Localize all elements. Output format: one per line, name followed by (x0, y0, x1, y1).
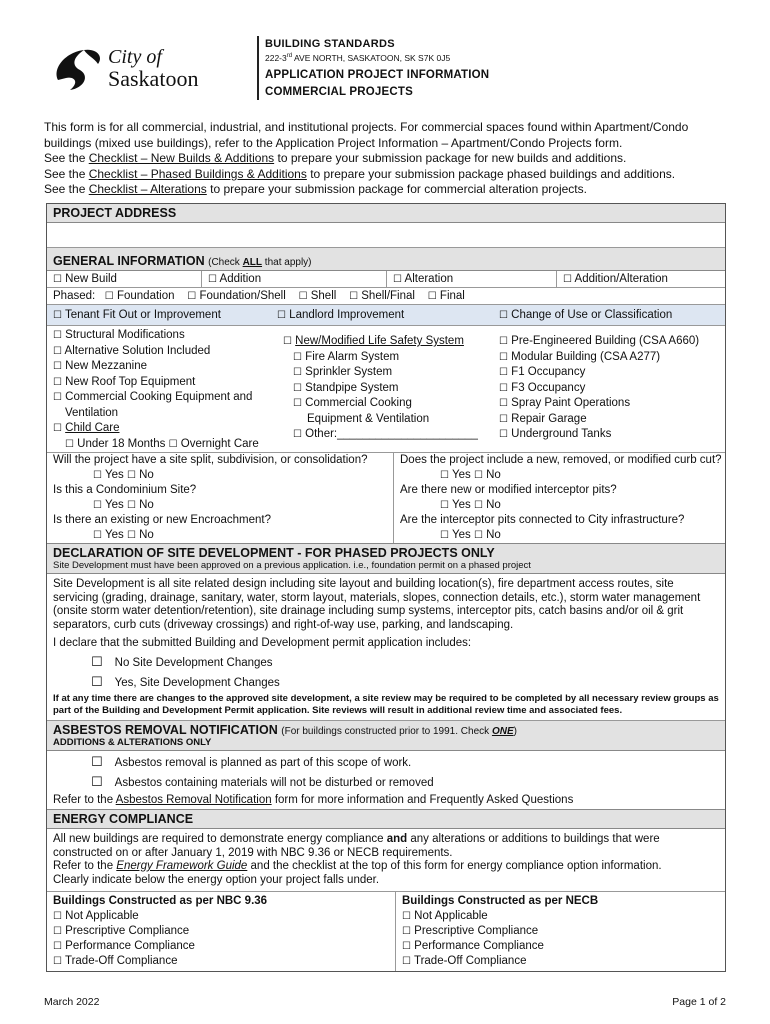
nbc-trade-off[interactable] (53, 954, 389, 969)
checklist-phased-link[interactable]: Checklist – Phased Buildings & Additions (88, 166, 307, 181)
necb-not-applicable[interactable] (402, 909, 719, 924)
form-title: APPLICATION PROJECT INFORMATION (265, 69, 490, 81)
refer-post: form for more information and Frequently Asked Questions (274, 793, 574, 806)
checkbox-icon[interactable]: ☐ (53, 423, 62, 434)
asbestos-title: ASBESTOS REMOVAL NOTIFICATION (53, 722, 278, 737)
p2-pre: Refer to the (53, 860, 114, 872)
sprinkler-option[interactable] (293, 365, 499, 381)
logo-name-text: Saskatoon (108, 66, 199, 91)
option-label: Alteration (404, 273, 454, 285)
declaration-header: DECLARATION OF SITE DEVELOPMENT - FOR PHASED PROJECTS ONLY (47, 544, 725, 560)
checkbox-icon[interactable]: ☐ (126, 469, 136, 481)
checkbox-icon[interactable]: ☐ (126, 529, 136, 541)
option-label: Alternative Solution Included (64, 344, 211, 357)
commercial-cooking-option[interactable] (293, 396, 499, 412)
option-label: Asbestos removal is planned as part of this scope of work. (114, 756, 412, 769)
checkbox-icon[interactable]: ☐ (293, 351, 302, 363)
checkbox-icon[interactable]: ☐ (91, 774, 103, 790)
option-label: Tenant Fit Out or Improvement (64, 309, 221, 321)
checkbox-icon[interactable]: ☐ (65, 438, 74, 450)
phase-label: Shell (310, 290, 337, 302)
no-label: No (139, 468, 154, 481)
phased-label: Phased: (53, 290, 96, 302)
checkbox-icon[interactable]: ☐ (349, 291, 359, 302)
necb-trade-off[interactable] (402, 954, 719, 969)
checkbox-icon[interactable]: ☐ (473, 469, 483, 481)
checkbox-icon[interactable]: ☐ (402, 956, 411, 967)
overnight-care-option[interactable] (169, 438, 259, 450)
asbestos-note (281, 726, 517, 737)
project-address-value[interactable] (47, 223, 59, 247)
checkbox-icon[interactable]: ☐ (53, 941, 62, 952)
yes-label: Yes (451, 528, 471, 541)
see-text: See the (44, 182, 86, 196)
checklist-alterations-link[interactable]: Checklist – Alterations (88, 182, 207, 196)
option-label: F3 Occupancy (511, 381, 586, 394)
structural-option[interactable] (53, 328, 283, 344)
no-label: No (139, 498, 154, 511)
checkbox-icon[interactable]: ☐ (91, 654, 103, 670)
checkbox-icon[interactable]: ☐ (277, 310, 286, 321)
checkbox-icon[interactable]: ☐ (53, 310, 62, 321)
note-one: ONE (491, 725, 514, 737)
checkbox-icon[interactable]: ☐ (499, 398, 508, 409)
checkbox-icon[interactable]: ☐ (104, 291, 114, 302)
interceptor-pits-question: Are there new or modified interceptor pits? (400, 484, 617, 496)
checkbox-icon[interactable]: ☐ (499, 310, 508, 321)
note-pre: (For buildings constructed prior to 1991. Check (281, 725, 490, 737)
questions-left (47, 453, 394, 543)
option-label: Standpipe System (305, 381, 399, 394)
fire-alarm-option[interactable] (293, 350, 499, 366)
option-label: Spray Paint Operations (511, 397, 631, 409)
phase-label: Foundation/Shell (199, 290, 286, 302)
logo-city-text: City of (108, 46, 162, 68)
intro (44, 120, 734, 198)
checkbox-icon[interactable]: ☐ (298, 291, 308, 302)
checklist-line-2 (44, 167, 734, 183)
checkbox-icon[interactable]: ☐ (293, 382, 302, 394)
option-label: Not Applicable (414, 910, 488, 922)
yes-site-changes-option[interactable] (47, 673, 725, 693)
p1-a: All new buildings are required to demonstrate energy compliance (53, 833, 384, 845)
standpipe-option[interactable] (293, 381, 499, 397)
equipment-ventilation-text: Equipment & Ventilation (307, 412, 430, 425)
asbestos-undisturbed-option[interactable] (47, 773, 725, 793)
alteration-option[interactable] (387, 271, 557, 287)
addition-option[interactable] (202, 271, 387, 287)
checkbox-icon[interactable]: ☐ (187, 291, 197, 302)
option-label: New Roof Top Equipment (65, 375, 196, 388)
checkbox-icon[interactable]: ☐ (53, 274, 62, 285)
pits-connected-answer[interactable] (400, 528, 725, 544)
option-label: Pre-Engineered Building (CSA A660) (511, 335, 700, 347)
nbc-options (47, 892, 396, 971)
nbc-not-applicable[interactable] (53, 909, 389, 924)
option-label: Sprinkler System (305, 366, 393, 378)
option-label: Modular Building (CSA A277) (511, 350, 661, 363)
checkbox-icon[interactable]: ☐ (126, 499, 136, 511)
checkbox-icon[interactable]: ☐ (93, 499, 102, 511)
form-subtitle: COMMERCIAL PROJECTS (265, 86, 413, 98)
checkbox-icon[interactable]: ☐ (440, 529, 449, 541)
phase-shell-final[interactable] (349, 290, 415, 302)
phased-row (47, 288, 725, 305)
checkbox-icon[interactable]: ☐ (499, 382, 508, 394)
checkbox-icon[interactable]: ☐ (93, 529, 102, 541)
nbc-prescriptive[interactable] (53, 924, 389, 939)
asbestos-header (47, 721, 725, 737)
necb-heading: Buildings Constructed as per NECB (402, 895, 599, 907)
footer-date: March 2022 (44, 996, 100, 1008)
checkbox-icon[interactable]: ☐ (91, 674, 103, 690)
necb-prescriptive[interactable] (402, 924, 719, 939)
option-label: Commercial Cooking Equipment and (65, 391, 253, 403)
no-site-changes-option[interactable] (47, 653, 725, 673)
no-label: No (139, 528, 154, 541)
life-safety-option[interactable] (283, 334, 499, 350)
site-split-answer[interactable] (53, 468, 393, 484)
yes-label: Yes (451, 498, 471, 511)
spray-paint-option[interactable] (499, 396, 725, 412)
checkbox-icon[interactable]: ☐ (293, 429, 302, 440)
phase-shell[interactable] (299, 290, 337, 302)
general-info-title: GENERAL INFORMATION (53, 254, 205, 268)
see-text: See the (44, 166, 86, 181)
checklist-text: to prepare your submission package phased buildings and additions. (310, 166, 676, 181)
checklist-line-3 (44, 182, 734, 198)
repair-garage-option[interactable] (499, 412, 725, 428)
no-label: No (486, 468, 501, 481)
condominium-answer[interactable] (53, 498, 393, 514)
option-label: Overnight Care (180, 437, 259, 450)
asbestos-notification-link[interactable]: Asbestos Removal Notification (115, 793, 272, 806)
option-label: New Build (65, 273, 117, 285)
checkbox-icon[interactable]: ☐ (499, 336, 508, 347)
pits-connected-question: Are the interceptor pits connected to City infrastructure? (400, 514, 685, 526)
energy-options (47, 892, 725, 971)
mezzanine-option[interactable] (53, 359, 283, 375)
scope-column-1 (47, 328, 283, 452)
change-of-use-option[interactable] (493, 307, 725, 323)
phase-final[interactable] (428, 290, 465, 302)
checkbox-icon[interactable]: ☐ (402, 911, 411, 922)
city-logo (50, 46, 240, 96)
option-label: Performance Compliance (414, 940, 544, 952)
checklist-text: to prepare your submission package for new builds and additions. (277, 151, 627, 165)
cooking-equipment-option[interactable] (53, 390, 283, 406)
checkbox-icon[interactable]: ☐ (499, 429, 508, 440)
option-label: Asbestos containing materials will not be disturbed or removed (114, 776, 434, 789)
option-label: Commercial Cooking (305, 397, 412, 409)
scope-column-2 (283, 328, 499, 452)
intro-paragraph: This form is for all commercial, industrial, and institutional projects. For commercial spaces found within Apartment/Condo buildings (mixed use buildings), refer to the Application Project Information – Apartment/Condo Projects form. (44, 120, 689, 150)
option-label: New/Modified Life Safety System (295, 335, 464, 347)
underground-tanks-option[interactable] (499, 427, 725, 443)
department-address: 222-3rd AVE NORTH, SASKATOON, SK S7K 0J5 (265, 53, 451, 63)
phase-label: Foundation (116, 290, 175, 302)
note-all: ALL (242, 257, 263, 268)
p1-b: any alterations or additions to buildings that were constructed on or after January 1, 2019 with NBC 9.36 or NECB requirements. (53, 833, 660, 859)
checkbox-icon[interactable]: ☐ (427, 291, 437, 302)
checkbox-icon[interactable]: ☐ (499, 413, 508, 425)
checkbox-icon[interactable]: ☐ (53, 376, 62, 388)
site-review-warning: If at any time there are changes to the approved site development, a site review may be required to be completed by all necessary review groups as part of the Building and Development Permit application. Site reviews will result in additional review time and associated fees. (47, 693, 725, 721)
department: BUILDING STANDARDS (265, 38, 395, 50)
checkbox-icon[interactable]: ☐ (53, 330, 62, 341)
nbc-heading: Buildings Constructed as per NBC 9.36 (53, 895, 268, 907)
project-type-row (47, 271, 725, 288)
general-info-note: (Check ALL that apply) (208, 257, 312, 268)
asbestos-subtitle: ADDITIONS & ALTERATIONS ONLY (47, 737, 725, 751)
declaration-statement: I declare that the submitted Building and Development permit application includes: (53, 637, 472, 649)
declaration-subtitle: Site Development must have been approved on a previous application. i.e., foundation permit on a phased project (47, 560, 725, 574)
energy-paragraph-1 (53, 833, 719, 860)
yes-label: Yes (104, 528, 124, 541)
project-address-field[interactable] (47, 223, 725, 248)
child-care-option[interactable] (53, 421, 283, 437)
phase-foundation-shell[interactable] (187, 290, 285, 302)
checkbox-icon[interactable]: ☐ (293, 398, 302, 409)
interceptor-pits-answer[interactable] (400, 498, 725, 514)
option-label: Landlord Improvement (289, 309, 405, 321)
checkbox-icon[interactable]: ☐ (283, 336, 292, 347)
ventilation-text: Ventilation (65, 406, 119, 419)
option-label: Underground Tanks (511, 428, 612, 440)
phase-foundation[interactable] (105, 290, 175, 302)
option-label: Not Applicable (65, 910, 139, 922)
yes-label: Yes (451, 468, 471, 481)
child-care-suboptions (53, 437, 283, 453)
checklist-new-builds-link[interactable]: Checklist – New Builds & Additions (88, 151, 275, 165)
scope-options (47, 326, 725, 452)
application-form (46, 203, 726, 972)
option-label: Trade-Off Compliance (64, 955, 178, 967)
option-label: Change of Use or Classification (511, 309, 673, 321)
landlord-improvement-option[interactable] (271, 307, 493, 323)
option-label: Performance Compliance (65, 940, 195, 952)
checkbox-icon[interactable]: ☐ (440, 469, 449, 481)
option-label: Under 18 Months (77, 437, 166, 450)
form-header (257, 36, 489, 100)
nbc-performance[interactable] (53, 939, 389, 954)
site-split-question: Will the project have a site split, subdivision, or consolidation? (53, 454, 368, 466)
phase-label: Final (439, 290, 465, 302)
f3-occupancy-option[interactable] (499, 381, 725, 397)
under-18-months-option[interactable] (65, 438, 165, 450)
necb-performance[interactable] (402, 939, 719, 954)
checkbox-icon[interactable]: ☐ (53, 361, 62, 372)
asbestos-refer (47, 793, 725, 811)
checkbox-icon[interactable]: ☐ (53, 345, 62, 357)
checkbox-icon[interactable]: ☐ (53, 392, 62, 403)
option-label: Addition (219, 273, 262, 285)
checklist-line-1 (44, 151, 734, 167)
checkbox-icon[interactable]: ☐ (440, 499, 449, 511)
phased-options (47, 288, 471, 304)
no-label: No (486, 498, 501, 511)
modular-option[interactable] (499, 350, 725, 366)
no-label: No (486, 528, 501, 541)
condominium-question: Is this a Condominium Site? (53, 484, 197, 496)
roof-top-option[interactable] (53, 375, 283, 391)
curb-cut-answer[interactable] (400, 468, 725, 484)
checkbox-icon[interactable]: ☐ (473, 529, 483, 541)
option-label: New Mezzanine (65, 360, 147, 372)
option-label: Child Care (65, 422, 120, 434)
option-label: Trade-Off Compliance (413, 955, 527, 967)
f1-occupancy-option[interactable] (499, 365, 725, 381)
checkbox-icon[interactable]: ☐ (208, 274, 217, 285)
tenant-fit-out-option[interactable] (47, 307, 271, 323)
p1-and: and (386, 833, 408, 845)
checkbox-icon[interactable]: ☐ (93, 469, 102, 481)
encroachment-answer[interactable] (53, 528, 393, 544)
checkbox-icon[interactable]: ☐ (91, 754, 103, 770)
general-info-header (47, 248, 725, 271)
checkbox-icon[interactable]: ☐ (563, 274, 572, 285)
new-build-option[interactable] (47, 271, 202, 287)
checkbox-icon[interactable]: ☐ (402, 941, 411, 952)
option-label[interactable]: Other:______________________ (305, 428, 478, 440)
option-label: Structural Modifications (65, 329, 185, 341)
curb-cut-question: Does the project include a new, removed, or modified curb cut? (400, 454, 722, 466)
phase-label: Shell/Final (361, 290, 415, 302)
option-label: Fire Alarm System (305, 350, 400, 363)
energy-framework-link[interactable]: Energy Framework Guide (116, 860, 248, 872)
checklist-text: to prepare your submission package for commercial alteration projects. (210, 182, 587, 196)
questions-right (394, 453, 725, 543)
energy-header: ENERGY COMPLIANCE (47, 810, 725, 829)
note-post: ) (513, 725, 517, 737)
option-label: Addition/Alteration (574, 273, 668, 285)
checkbox-icon[interactable]: ☐ (402, 926, 411, 937)
checkbox-icon[interactable]: ☐ (499, 367, 508, 378)
asbestos-removal-option[interactable] (47, 751, 725, 773)
checkbox-icon[interactable]: ☐ (53, 926, 62, 937)
checkbox-icon[interactable]: ☐ (53, 911, 62, 922)
saskatoon-swoosh-icon (50, 46, 104, 92)
yes-label: Yes (104, 498, 124, 511)
addition-alteration-option[interactable] (557, 271, 725, 287)
encroachment-question: Is there an existing or new Encroachment? (53, 514, 271, 526)
option-label: Yes, Site Development Changes (114, 676, 280, 689)
refer-pre: Refer to the (53, 793, 114, 806)
pre-engineered-option[interactable] (499, 334, 725, 350)
option-label: Repair Garage (511, 412, 587, 425)
option-label: No Site Development Changes (114, 656, 273, 669)
alt-solution-option[interactable] (53, 344, 283, 360)
option-label: Prescriptive Compliance (65, 925, 190, 937)
declaration-body: Site Development is all site related design including site layout and building location(s), fire department access routes, site servicing (grading, drainage, sanitary, water, storm layout, materials, slopes, connection details, etc.), storm water management (onsite storm water detention/retention), site drainage including sump systems, interceptor pits, catch basins and/or oil & grit separators, curb cuts (driveway crossings) and right-of-way use, parking, and landscaping. (53, 578, 701, 631)
checkbox-icon[interactable]: ☐ (473, 499, 483, 511)
change-type-row (47, 305, 725, 326)
p2-post: and the checklist at the top of this form for energy compliance option information. (250, 860, 662, 872)
other-option[interactable] (293, 427, 499, 443)
footer-page: Page 1 of 2 (672, 996, 726, 1008)
energy-body (47, 829, 725, 892)
checkbox-icon[interactable]: ☐ (53, 956, 62, 967)
checkbox-icon[interactable]: ☐ (393, 274, 402, 285)
questions-block (47, 452, 725, 544)
option-label: Prescriptive Compliance (414, 925, 539, 937)
scope-column-3 (499, 328, 725, 452)
energy-paragraph-2 (53, 860, 719, 874)
checkbox-icon[interactable]: ☐ (168, 438, 178, 450)
necb-options (396, 892, 725, 971)
energy-paragraph-3: Clearly indicate below the energy option your project falls under. (53, 873, 380, 886)
yes-label: Yes (104, 468, 124, 481)
checkbox-icon[interactable]: ☐ (293, 367, 302, 378)
project-address-header: PROJECT ADDRESS (47, 204, 725, 223)
see-text: See the (44, 151, 86, 165)
checkbox-icon[interactable]: ☐ (499, 351, 508, 363)
option-label: F1 Occupancy (511, 366, 586, 378)
